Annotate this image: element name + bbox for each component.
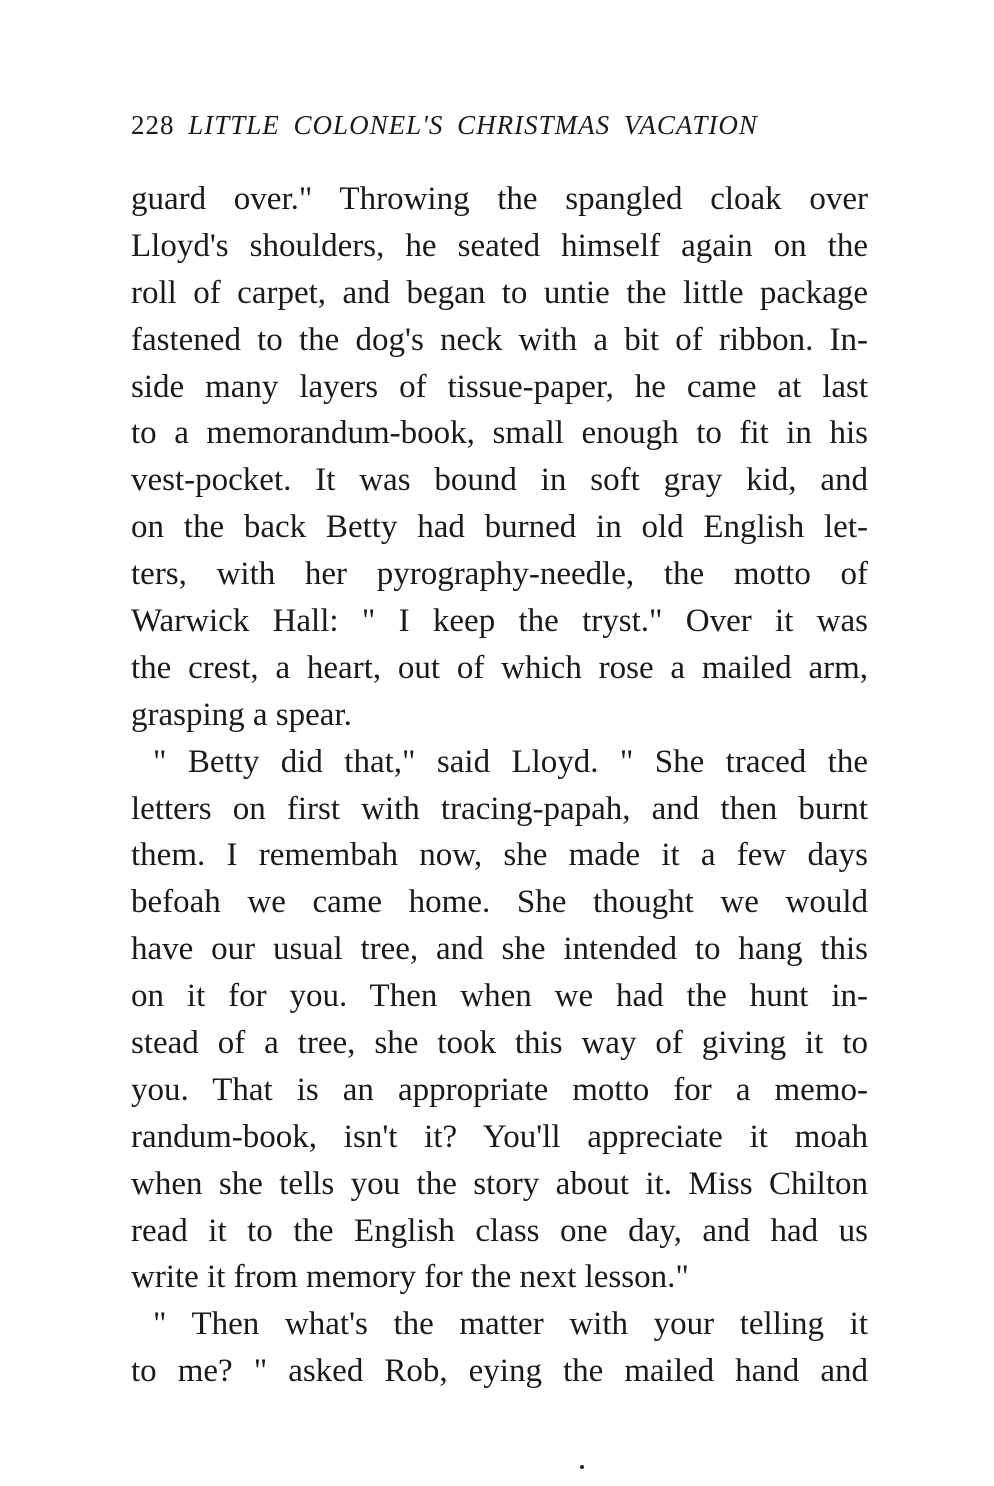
text-line: Lloyd's shoulders, he seated himself again on the	[131, 227, 868, 264]
text-line: vest-pocket. It was bound in soft gray kid, and	[131, 462, 868, 499]
text-line: stead of a tree, she took this way of giving it to	[131, 1025, 868, 1062]
text-line: when she tells you the story about it. Miss Chilton	[131, 1165, 868, 1202]
paragraph-1	[131, 176, 868, 739]
text-line: roll of carpet, and began to untie the little package	[131, 274, 868, 311]
paragraph-3	[131, 1301, 868, 1395]
running-head	[131, 110, 758, 141]
text-line: fastened to the dog's neck with a bit of ribbon. In-	[131, 321, 868, 358]
print-speck	[580, 1465, 584, 1469]
text-line: write it from memory for the next lesson."	[131, 1259, 689, 1296]
text-line: them. I remembah now, she made it a few days	[131, 837, 868, 874]
text-line: randum-book, isn't it? You'll appreciate it moah	[131, 1118, 868, 1155]
text-line: to me? " asked Rob, eying the mailed hand and	[131, 1353, 868, 1390]
text-line: read it to the English class one day, and had us	[131, 1212, 868, 1249]
text-line: ters, with her pyrography-needle, the motto of	[131, 556, 868, 593]
text-line: on it for you. Then when we had the hunt in-	[131, 978, 868, 1015]
text-line: letters on first with tracing-papah, and then burnt	[131, 790, 868, 827]
text-line: the crest, a heart, out of which rose a mailed arm,	[131, 649, 868, 686]
text-line: side many layers of tissue-paper, he came at last	[131, 368, 868, 405]
text-line: " Betty did that," said Lloyd. " She traced the	[153, 743, 868, 780]
text-line: you. That is an appropriate motto for a memo-	[131, 1071, 868, 1108]
text-line: on the back Betty had burned in old English let-	[131, 509, 868, 546]
text-line: befoah we came home. She thought we would	[131, 884, 868, 921]
body-text	[131, 176, 868, 1395]
text-line: have our usual tree, and she intended to hang this	[131, 931, 868, 968]
text-line: " Then what's the matter with your telling it	[153, 1306, 868, 1343]
text-line: to a memorandum-book, small enough to fit in his	[131, 415, 868, 452]
page-number: 228	[131, 110, 175, 140]
text-line: guard over." Throwing the spangled cloak over	[131, 181, 868, 217]
running-head-title: LITTLE COLONEL'S CHRISTMAS VACATION	[188, 110, 758, 140]
text-line: grasping a spear.	[131, 696, 352, 733]
paragraph-2	[131, 739, 868, 1302]
text-line: Warwick Hall: " I keep the tryst." Over it was	[131, 603, 868, 640]
